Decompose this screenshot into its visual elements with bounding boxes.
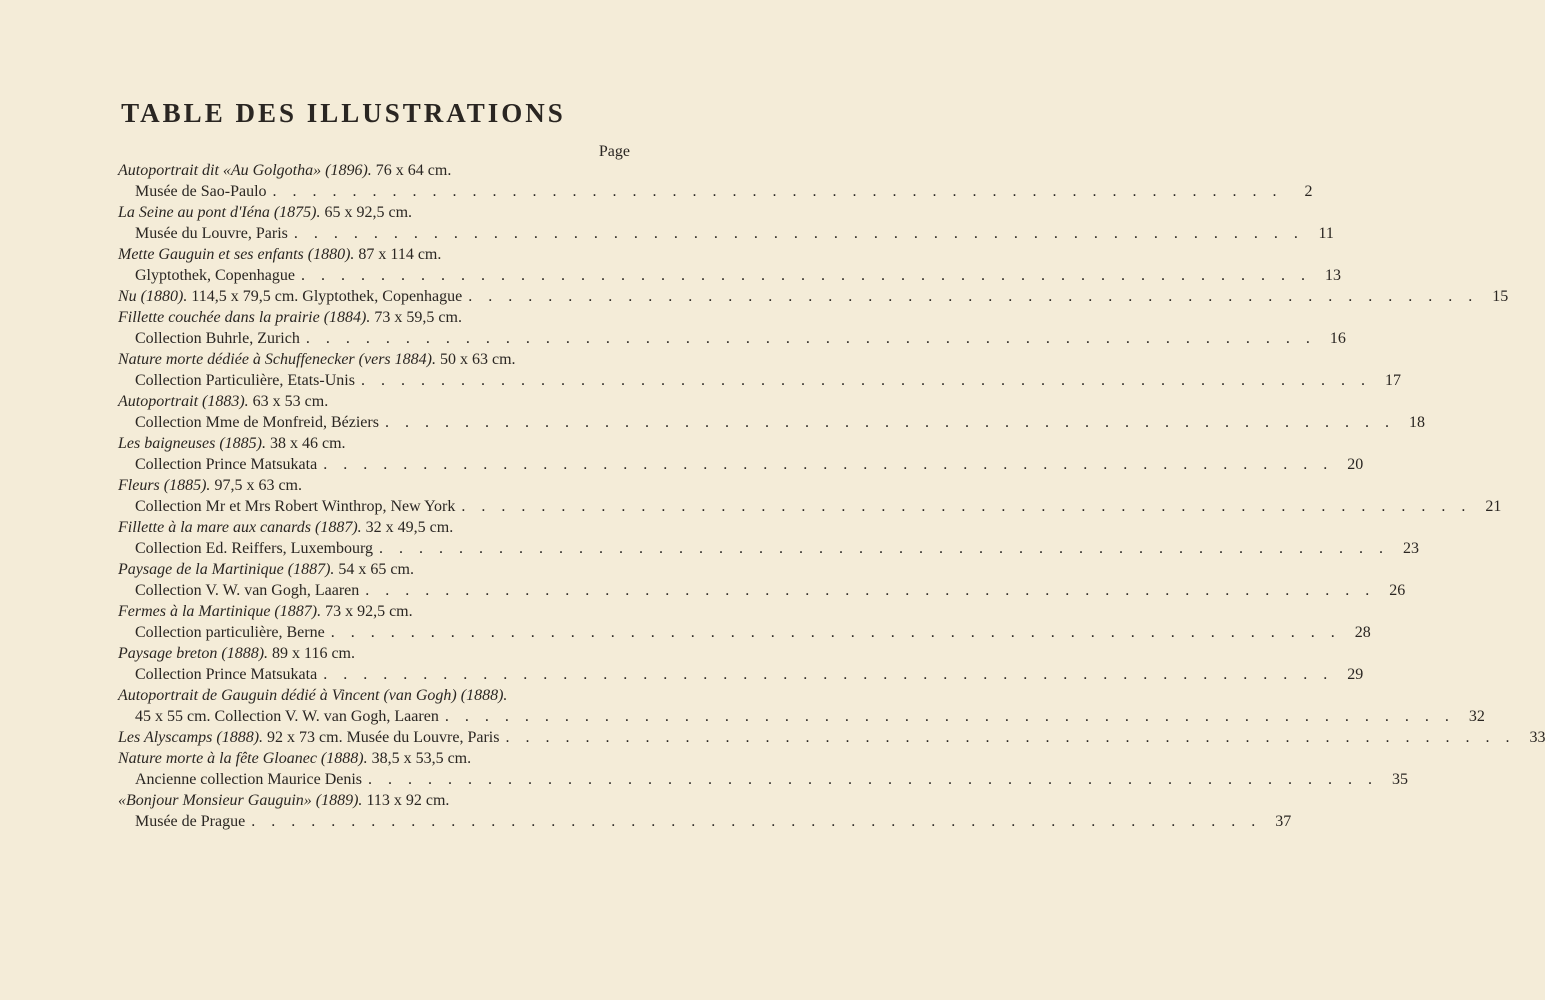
page-number: 13 bbox=[1324, 267, 1341, 284]
page-number: 21 bbox=[1485, 498, 1502, 515]
toc-entry-line bbox=[0, 790, 687, 811]
entry-text bbox=[135, 328, 300, 349]
dot-leader: . . . . . . . . . . . . . . . . . . . . . . . . . . . . . . . . . . . . . . . . . . . . . . . . . . . bbox=[305, 330, 1316, 347]
illustration-title: Autoportrait (1883). bbox=[118, 393, 249, 410]
illustration-details: 38,5 x 53,5 cm. bbox=[371, 750, 472, 767]
toc-entry-line bbox=[0, 265, 1341, 286]
toc-entry-line bbox=[0, 559, 687, 580]
illustrations-list bbox=[0, 160, 1545, 832]
illustration-location: Collection Particulière, Etats-Unis bbox=[135, 372, 355, 389]
illustration-location: Collection Mme de Monfreid, Béziers bbox=[135, 414, 379, 431]
illustration-location: Collection Prince Matsukata bbox=[135, 456, 318, 473]
entry-text bbox=[135, 706, 439, 727]
page-number: 17 bbox=[1384, 372, 1401, 389]
illustration-title: Fleurs (1885). bbox=[118, 477, 211, 494]
entry-text bbox=[135, 265, 295, 286]
illustration-details: 32 x 49,5 cm. bbox=[365, 519, 454, 536]
dot-leader: . . . . . . . . . . . . . . . . . . . . . . . . . . . . . . . . . . . . . . . . . . . . . . . . . . . bbox=[323, 456, 1334, 473]
dot-leader: . . . . . . . . . . . . . . . . . . . . . . . . . . . . . . . . . . . . . . . . . . . . . . . . . . . bbox=[461, 498, 1472, 515]
illustration-title: Paysage de la Martinique (1887). bbox=[118, 561, 335, 578]
toc-entry-line bbox=[0, 475, 687, 496]
page-number: 32 bbox=[1468, 708, 1485, 725]
illustration-location: Musée de Prague bbox=[135, 813, 246, 830]
illustration-details: 63 x 53 cm. bbox=[252, 393, 329, 410]
toc-entry-line bbox=[0, 622, 1371, 643]
illustration-location: Collection V. W. van Gogh, Laaren bbox=[135, 582, 360, 599]
toc-entry-line bbox=[0, 811, 1292, 832]
toc-entry-line bbox=[0, 454, 1364, 475]
dot-leader: . . . . . . . . . . . . . . . . . . . . . . . . . . . . . . . . . . . . . . . . . . . . . . . . . . . bbox=[444, 708, 1455, 725]
illustration-title: Les Alyscamps (1888). bbox=[118, 729, 264, 746]
toc-entry-line bbox=[0, 160, 687, 181]
illustration-location: Glyptothek, Copenhague bbox=[135, 267, 295, 284]
toc-entry-line bbox=[0, 433, 687, 454]
illustration-title: Les baigneuses (1885). bbox=[118, 435, 266, 452]
page-number: 2 bbox=[1304, 183, 1313, 200]
illustration-location: Musée du Louvre, Paris bbox=[135, 225, 288, 242]
toc-entry-line bbox=[0, 328, 1346, 349]
toc-entry-line bbox=[0, 286, 1509, 307]
illustration-details: 92 x 73 cm. Musée du Louvre, Paris bbox=[267, 729, 500, 746]
entry-text bbox=[135, 769, 362, 790]
entry-text bbox=[135, 622, 325, 643]
page-number: 29 bbox=[1347, 666, 1364, 683]
illustration-details: 65 x 92,5 cm. bbox=[324, 204, 413, 221]
toc-entry-line bbox=[0, 349, 687, 370]
toc-entry-line bbox=[0, 370, 1401, 391]
page-number: 35 bbox=[1392, 771, 1409, 788]
page-number: 11 bbox=[1318, 225, 1334, 242]
illustration-details: 113 x 92 cm. bbox=[366, 792, 450, 809]
illustration-location: Collection particulière, Berne bbox=[135, 624, 325, 641]
toc-entry-line bbox=[0, 391, 687, 412]
page-number: 23 bbox=[1403, 540, 1420, 557]
toc-entry-line bbox=[0, 580, 1406, 601]
dot-leader: . . . . . . . . . . . . . . . . . . . . . . . . . . . . . . . . . . . . . . . . . . . . . . . . . . . bbox=[323, 666, 1334, 683]
illustration-title: Fillette à la mare aux canards (1887). bbox=[118, 519, 362, 536]
page-number: 28 bbox=[1354, 624, 1371, 641]
toc-entry-line bbox=[0, 412, 1425, 433]
toc-entry-line bbox=[0, 307, 687, 328]
illustration-details: 87 x 114 cm. bbox=[358, 246, 442, 263]
illustration-details: 73 x 92,5 cm. bbox=[325, 603, 413, 620]
entry-text bbox=[135, 811, 245, 832]
dot-leader: . . . . . . . . . . . . . . . . . . . . . . . . . . . . . . . . . . . . . . . . . . . . . . . . . . . bbox=[293, 225, 1304, 242]
illustration-title: Paysage breton (1888). bbox=[118, 645, 269, 662]
page-column-header: Page bbox=[598, 143, 630, 160]
dot-leader: . . . . . . . . . . . . . . . . . . . . . . . . . . . . . . . . . . . . . . . . . . . . . . . . . . . bbox=[251, 813, 1262, 830]
illustration-title: «Bonjour Monsieur Gauguin» (1889). bbox=[118, 792, 363, 809]
toc-entry-line bbox=[0, 496, 1502, 517]
toc-entry-line bbox=[0, 664, 1364, 685]
illustration-location: Ancienne collection Maurice Denis bbox=[135, 771, 363, 788]
illustration-title: Mette Gauguin et ses enfants (1880). bbox=[118, 246, 355, 263]
page-number: 20 bbox=[1347, 456, 1364, 473]
entry-text bbox=[135, 580, 359, 601]
illustration-details: 114,5 x 79,5 cm. Glyptothek, Copenhague bbox=[191, 288, 463, 305]
toc-entry-line bbox=[0, 538, 1420, 559]
toc-entry-line bbox=[0, 223, 1334, 244]
illustration-location: Collection Ed. Reiffers, Luxembourg bbox=[135, 540, 374, 557]
illustration-details: 97,5 x 63 cm. bbox=[214, 477, 302, 494]
illustration-title: La Seine au pont d'Iéna (1875). bbox=[118, 204, 321, 221]
toc-entry-line bbox=[0, 202, 687, 223]
toc-entry-line bbox=[0, 601, 687, 622]
illustration-location: Collection Mr et Mrs Robert Winthrop, New York bbox=[135, 498, 456, 515]
toc-entry-line bbox=[0, 769, 1409, 790]
dot-leader: . . . . . . . . . . . . . . . . . . . . . . . . . . . . . . . . . . . . . . . . . . . . . . . . . . . bbox=[384, 414, 1395, 431]
page-number: 16 bbox=[1329, 330, 1346, 347]
illustration-location: 45 x 55 cm. Collection V. W. van Gogh, Laaren bbox=[135, 708, 439, 725]
toc-entry-line bbox=[0, 643, 687, 664]
dot-leader: . . . . . . . . . . . . . . . . . . . . . . . . . . . . . . . . . . . . . . . . . . . . . . . . . . . bbox=[360, 372, 1371, 389]
entry-text bbox=[135, 412, 379, 433]
illustration-location: Collection Prince Matsukata bbox=[135, 666, 318, 683]
page-number: 15 bbox=[1492, 288, 1509, 305]
toc-entry-line bbox=[0, 244, 687, 265]
illustration-title: Fermes à la Martinique (1887). bbox=[118, 603, 322, 620]
toc-entry-line bbox=[0, 706, 1485, 727]
entry-text bbox=[135, 370, 355, 391]
illustration-title: Autoportrait dit «Au Golgotha» (1896). bbox=[118, 162, 372, 179]
page-number: 33 bbox=[1529, 729, 1545, 746]
illustration-details: 89 x 116 cm. bbox=[272, 645, 355, 662]
illustration-title: Autoportrait de Gauguin dédié à Vincent (van Gogh) (1888). bbox=[118, 687, 508, 704]
illustration-details: 50 x 63 cm. bbox=[439, 351, 516, 368]
illustration-location: Musée de Sao-Paulo bbox=[135, 183, 267, 200]
toc-entry-line bbox=[0, 727, 1545, 748]
illustration-title: Nu (1880). bbox=[118, 288, 188, 305]
dot-leader: . . . . . . . . . . . . . . . . . . . . . . . . . . . . . . . . . . . . . . . . . . . . . . . . . . . bbox=[379, 540, 1390, 557]
toc-entry-line bbox=[0, 517, 687, 538]
illustration-title: Fillette couchée dans la prairie (1884). bbox=[118, 309, 371, 326]
entry-text bbox=[135, 496, 455, 517]
illustration-title: Nature morte à la fête Gloanec (1888). bbox=[118, 750, 368, 767]
page-number: 37 bbox=[1275, 813, 1292, 830]
illustration-details: 76 x 64 cm. bbox=[375, 162, 452, 179]
dot-leader: . . . . . . . . . . . . . . . . . . . . . . . . . . . . . . . . . . . . . . . . . . . . . . . . . . . bbox=[365, 582, 1376, 599]
dot-leader: . . . . . . . . . . . . . . . . . . . . . . . . . . . . . . . . . . . . . . . . . . . . . . . . . . . bbox=[368, 771, 1379, 788]
illustration-details: 73 x 59,5 cm. bbox=[374, 309, 462, 326]
page-title: TABLE DES ILLUSTRATIONS bbox=[121, 98, 566, 128]
entry-text bbox=[135, 181, 267, 202]
toc-entry-line bbox=[0, 685, 687, 706]
page-number: 26 bbox=[1389, 582, 1406, 599]
entry-text bbox=[118, 286, 462, 307]
illustration-title: Nature morte dédiée à Schuffenecker (vers 1884). bbox=[118, 351, 436, 368]
page-number: 18 bbox=[1408, 414, 1425, 431]
dot-leader: . . . . . . . . . . . . . . . . . . . . . . . . . . . . . . . . . . . . . . . . . . . . . . . . . . . bbox=[468, 288, 1479, 305]
illustration-details: 54 x 65 cm. bbox=[338, 561, 414, 578]
dot-leader: . . . . . . . . . . . . . . . . . . . . . . . . . . . . . . . . . . . . . . . . . . . . . . . . . . . bbox=[300, 267, 1311, 284]
dot-leader: . . . . . . . . . . . . . . . . . . . . . . . . . . . . . . . . . . . . . . . . . . . . . . . . . . . bbox=[505, 729, 1516, 746]
entry-text bbox=[118, 727, 499, 748]
toc-entry-line bbox=[0, 748, 687, 769]
dot-leader: . . . . . . . . . . . . . . . . . . . . . . . . . . . . . . . . . . . . . . . . . . . . . . . . . . . bbox=[272, 183, 1283, 200]
dot-leader: . . . . . . . . . . . . . . . . . . . . . . . . . . . . . . . . . . . . . . . . . . . . . . . . . . . bbox=[330, 624, 1341, 641]
illustration-location: Collection Buhrle, Zurich bbox=[135, 330, 300, 347]
illustration-details: 38 x 46 cm. bbox=[269, 435, 346, 452]
entry-text bbox=[135, 454, 317, 475]
toc-entry-line bbox=[0, 181, 1313, 202]
entry-text bbox=[135, 538, 373, 559]
entry-text bbox=[135, 223, 288, 244]
entry-text bbox=[135, 664, 317, 685]
